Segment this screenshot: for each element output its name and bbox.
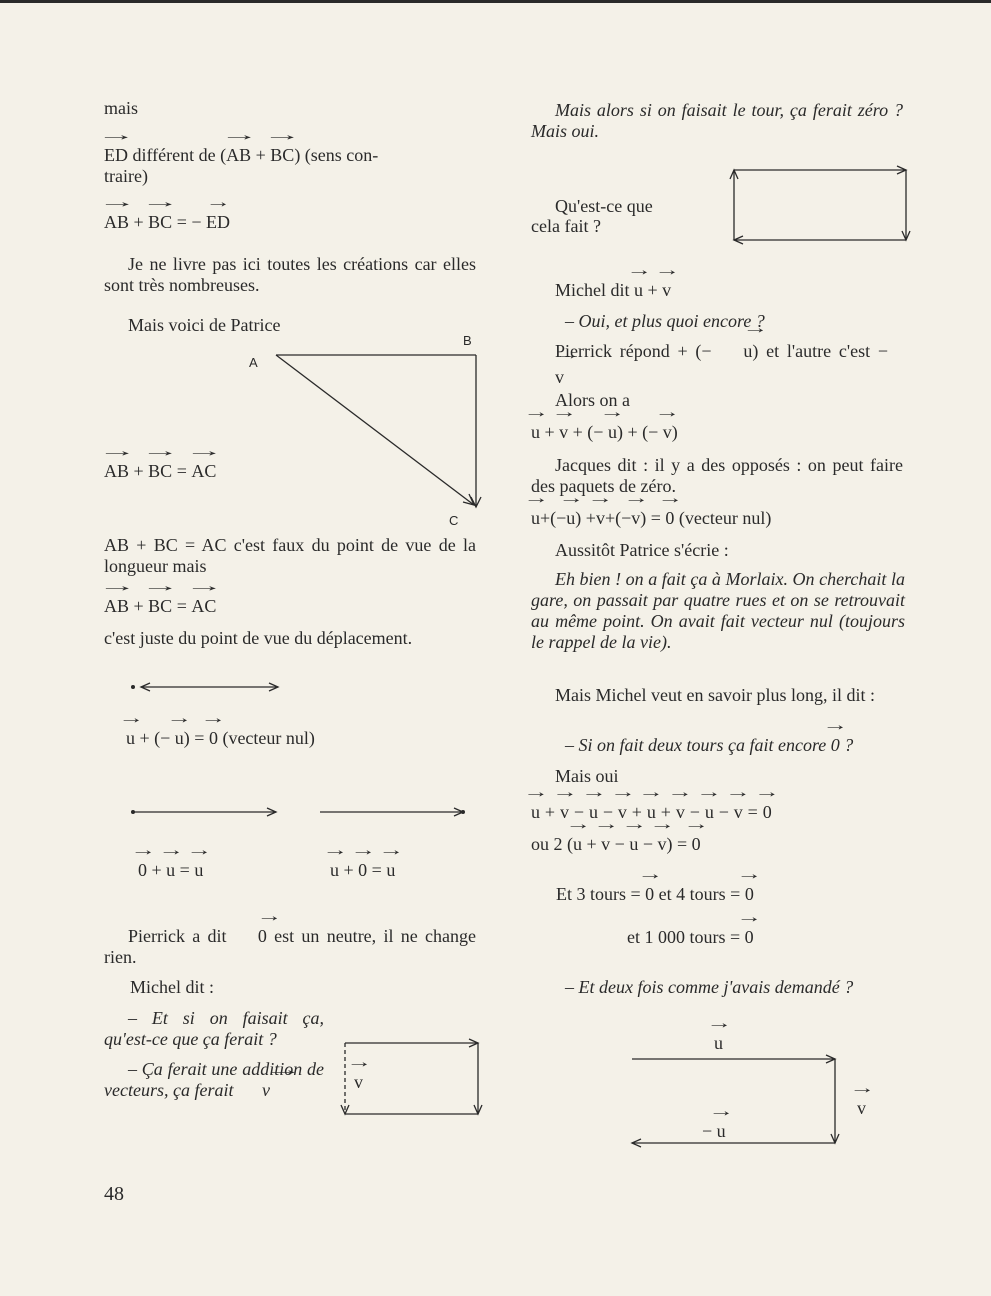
michel-en-savoir: Mais Michel veut en savoir plus long, il dit :: [555, 685, 875, 705]
sum-u-v-minus: → u + → v + (− → u) + (− → v): [531, 422, 678, 443]
text-mais: mais: [104, 98, 138, 118]
michel-dit: Michel dit :: [130, 977, 214, 997]
question-si-on-faisait: – Et si on faisait ça, qu'est-ce que ça ferait ?: [104, 1008, 324, 1049]
juste-deplacement: c'est juste du point de vue du déplacement.: [104, 628, 413, 648]
ed-line2: traire): [104, 166, 148, 186]
label-a: A: [249, 355, 258, 370]
ed-different-line: → ED différent de (→ AB + → BC) (sens con-: [104, 145, 378, 166]
u-plus-minus-u: → u + (− → u) = → 0 (vecteur nul): [126, 728, 315, 749]
ab-bc-minus-ed: → AB + → BC = − → ED: [104, 212, 230, 233]
ou-deux-fois: ou 2 (→ u + → v − → u − → v) = → 0: [531, 834, 701, 855]
quest-ce-line2: cela fait ?: [531, 216, 601, 236]
long-sum: → u + → v − → u − → v + → u + → v − → u − → v = → 0: [531, 802, 772, 823]
deux-tours: – Si on fait deux tours ça fait encore → 0 ?: [565, 735, 853, 756]
zero-plus-u: → 0 + → u = → u: [138, 860, 203, 881]
minus-u-label: − → u: [702, 1121, 726, 1142]
patrice-intro: Mais voici de Patrice: [128, 315, 281, 335]
faisait-le-tour: Mais alors si on faisait le tour, ça ferait zéro ? Mais oui.: [531, 100, 903, 141]
oui-plus-quoi: – Oui, et plus quoi encore ?: [565, 311, 765, 331]
label-c: C: [449, 513, 459, 528]
mais-oui: Mais oui: [555, 766, 619, 786]
deux-fois-demande: – Et deux fois comme j'avais demandé ?: [565, 977, 854, 997]
ca-ferait-addition: – Ça ferait une addition de vecteurs, ça ferait → v: [104, 1059, 324, 1101]
faux-longueur: AB + BC = AC c'est faux du point de vue de la longueur mais: [104, 535, 476, 576]
page-number: 48: [104, 1183, 124, 1205]
michel-u-plus-v: Michel dit → u + → v: [555, 280, 671, 301]
para-creations: Je ne livre pas ici toutes les créations car elles sont très nombreuses.: [104, 254, 476, 295]
label-b: B: [463, 333, 472, 348]
morlaix-paragraph: Eh bien ! on a fait ça à Morlaix. On cherchait la gare, on passait par quatre rues et on se retrouvait au même point. On avait fait vecteur nul (toujours le rappel de la vie).: [531, 569, 905, 652]
trois-quatre-tours: Et 3 tours = → 0 et 4 tours = → 0: [556, 884, 754, 905]
paquets-zero: → u+(−→ u) +→ v+(−→ v) = → 0 (vecteur nul): [531, 508, 771, 529]
aussitot-patrice: Aussitôt Patrice s'écrie :: [555, 540, 729, 560]
ab-bc-ac: → AB + → BC = → AC: [104, 461, 216, 482]
left-v-label: → v: [354, 1072, 363, 1093]
alors-on-a: Alors on a: [555, 390, 630, 410]
ab-bc-ac-2: → AB + → BC = → AC: [104, 596, 216, 617]
pierrick-repond: Pierrick répond + (− → u) et l'autre c'est − → v: [531, 338, 888, 390]
jacques-opposes: Jacques dit : il y a des opposés : on peut faire des paquets de zéro.: [531, 455, 903, 496]
pierrick-neutre: Pierrick a dit → 0 est un neutre, il ne change rien.: [104, 926, 476, 968]
u-label-top: → u: [714, 1033, 723, 1054]
quest-ce-line1: Qu'est-ce que: [555, 196, 653, 216]
u-plus-zero: → u + → 0 = → u: [330, 860, 395, 881]
v-label-right: → v: [857, 1098, 866, 1119]
mille-tours: et 1 000 tours = → 0: [627, 927, 754, 948]
